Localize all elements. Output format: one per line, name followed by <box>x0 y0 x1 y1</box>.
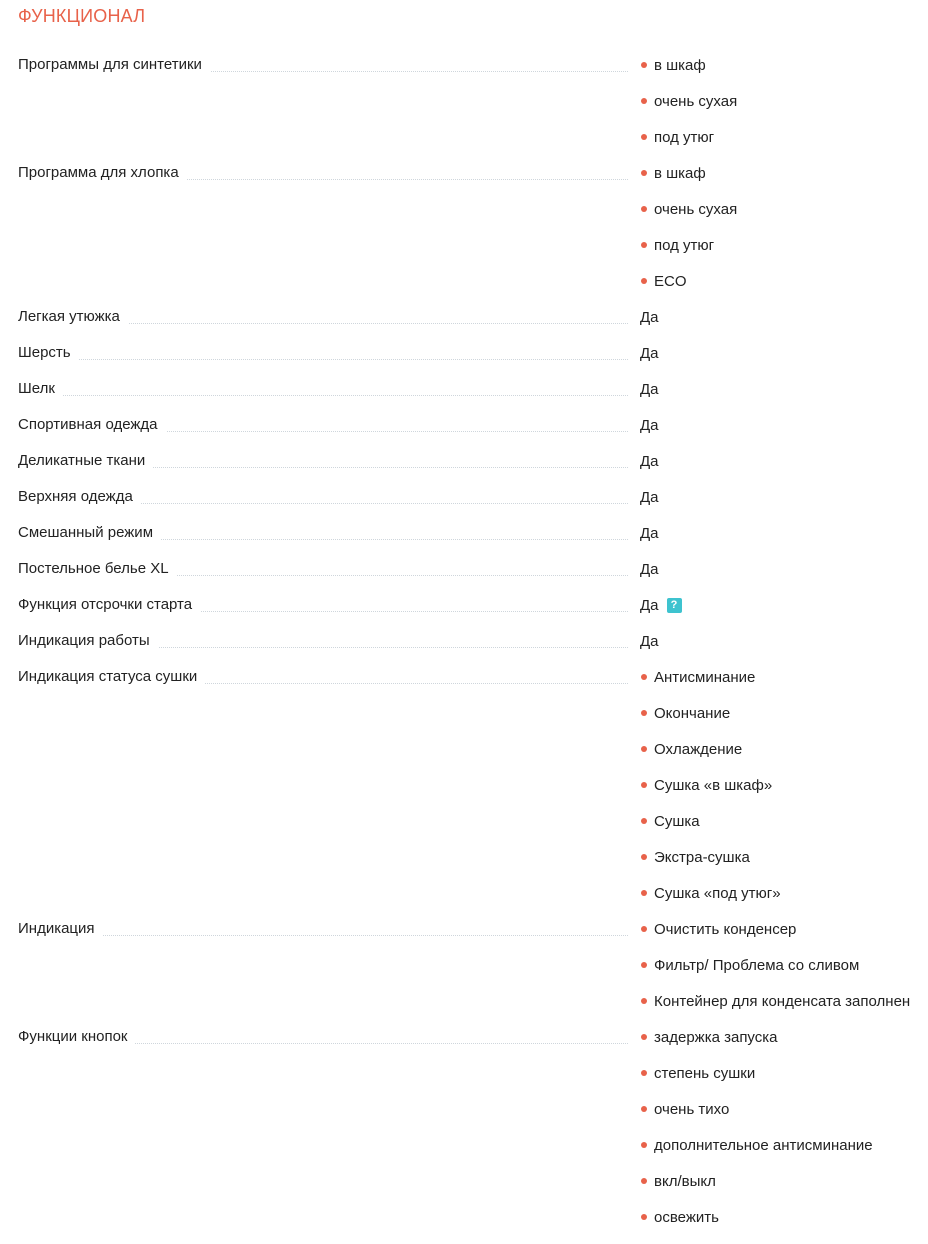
bullet-icon <box>641 710 647 716</box>
bullet-icon <box>641 62 647 68</box>
bullet-icon <box>641 1106 647 1112</box>
bullet-icon <box>641 854 647 860</box>
spec-value-list-item <box>640 659 928 695</box>
spec-value-text: Да <box>640 344 659 362</box>
spec-label: Деликатные ткани <box>18 443 153 479</box>
spec-row <box>0 479 928 515</box>
bullet-icon <box>641 962 647 968</box>
spec-value-list-item <box>640 1163 928 1199</box>
spec-values <box>640 623 928 659</box>
spec-label: Верхняя одежда <box>18 479 141 515</box>
dotted-leader <box>20 359 628 360</box>
spec-row <box>0 515 928 551</box>
spec-label: Спортивная одежда <box>18 407 166 443</box>
spec-values <box>640 47 928 155</box>
bullet-icon <box>641 674 647 680</box>
spec-row <box>0 443 928 479</box>
spec-values <box>640 587 928 623</box>
bullet-icon <box>641 134 647 140</box>
spec-value-list-item <box>640 911 928 947</box>
spec-value <box>640 443 928 479</box>
spec-label: Программа для хлопка <box>18 155 187 191</box>
spec-values <box>640 551 928 587</box>
spec-value-text: Да <box>640 596 659 614</box>
bullet-icon <box>641 278 647 284</box>
spec-value-list-item <box>640 1127 928 1163</box>
bullet-icon <box>641 746 647 752</box>
spec-value-text: Фильтр/ Проблема со сливом <box>654 956 860 974</box>
spec-value-text: Очистить конденсер <box>654 920 797 938</box>
spec-value <box>640 623 928 659</box>
spec-value-list-item <box>640 875 928 911</box>
spec-values <box>640 335 928 371</box>
spec-label-cell <box>0 443 640 479</box>
spec-label-cell <box>0 47 640 83</box>
spec-row <box>0 659 928 911</box>
bullet-icon <box>641 1178 647 1184</box>
spec-label-cell <box>0 299 640 335</box>
spec-row <box>0 407 928 443</box>
spec-value-text: в шкаф <box>654 164 706 182</box>
spec-value-list-item <box>640 119 928 155</box>
spec-label-cell <box>0 1019 640 1055</box>
spec-value-list-item <box>640 695 928 731</box>
spec-row <box>0 371 928 407</box>
help-question-icon[interactable]: ? <box>667 598 682 613</box>
spec-value-text: очень сухая <box>654 200 738 218</box>
spec-label: Программы для синтетики <box>18 47 210 83</box>
spec-value-text: задержка запуска <box>654 1028 778 1046</box>
spec-label: Функции кнопок <box>18 1019 135 1055</box>
spec-value-text: Да <box>640 560 659 578</box>
dotted-leader <box>20 395 628 396</box>
spec-row <box>0 623 928 659</box>
spec-value-list-item <box>640 839 928 875</box>
spec-value-list-item <box>640 155 928 191</box>
spec-value-list-item <box>640 803 928 839</box>
bullet-icon <box>641 206 647 212</box>
section-title: ФУНКЦИОНАЛ <box>18 6 146 26</box>
spec-value-text: Экстра-сушка <box>654 848 750 866</box>
spec-value-list-item <box>640 263 928 299</box>
bullet-icon <box>641 98 647 104</box>
spec-value-text: Контейнер для конденсата заполнен <box>654 992 911 1010</box>
spec-label: Индикация работы <box>18 623 158 659</box>
spec-row <box>0 335 928 371</box>
spec-value-list-item <box>640 1199 928 1235</box>
spec-value-text: Антисминание <box>654 668 756 686</box>
spec-value-list-item <box>640 1055 928 1091</box>
spec-values <box>640 1019 928 1235</box>
bullet-icon <box>641 1214 647 1220</box>
spec-value-text: ECO <box>654 272 687 290</box>
spec-value-text: освежить <box>654 1208 719 1226</box>
spec-label: Индикация <box>18 911 103 947</box>
spec-label-cell <box>0 911 640 947</box>
spec-value-list-item <box>640 1091 928 1127</box>
spec-label-cell <box>0 515 640 551</box>
spec-value-list-item <box>640 47 928 83</box>
spec-value-text: Окончание <box>654 704 731 722</box>
spec-label: Индикация статуса сушки <box>18 659 205 695</box>
spec-label: Постельное белье XL <box>18 551 177 587</box>
spec-value <box>640 371 928 407</box>
spec-label-cell <box>0 155 640 191</box>
spec-label-cell <box>0 335 640 371</box>
spec-value-text: под утюг <box>654 236 715 254</box>
spec-value-list-item <box>640 191 928 227</box>
spec-label-cell <box>0 407 640 443</box>
spec-label: Функция отсрочки старта <box>18 587 200 623</box>
spec-value-text: Да <box>640 524 659 542</box>
bullet-icon <box>641 1070 647 1076</box>
spec-value-list-item <box>640 731 928 767</box>
spec-values <box>640 479 928 515</box>
spec-label: Легкая утюжка <box>18 299 128 335</box>
spec-value-text: степень сушки <box>654 1064 756 1082</box>
spec-label: Шелк <box>18 371 63 407</box>
spec-values <box>640 443 928 479</box>
spec-value <box>640 299 928 335</box>
spec-label-cell <box>0 623 640 659</box>
spec-value-text: в шкаф <box>654 56 706 74</box>
spec-values <box>640 911 928 1019</box>
spec-value-text: дополнительное антисминание <box>654 1136 873 1154</box>
bullet-icon <box>641 1142 647 1148</box>
spec-label-cell <box>0 551 640 587</box>
spec-value-list-item <box>640 1019 928 1055</box>
spec-value-text: Да <box>640 416 659 434</box>
bullet-icon <box>641 818 647 824</box>
bullet-icon <box>641 998 647 1004</box>
spec-value-text: Сушка «под утюг» <box>654 884 781 902</box>
spec-value-text: вкл/выкл <box>654 1172 716 1190</box>
spec-label-cell <box>0 371 640 407</box>
spec-label-cell <box>0 587 640 623</box>
bullet-icon <box>641 1034 647 1040</box>
spec-value <box>640 515 928 551</box>
spec-value-list-item <box>640 227 928 263</box>
spec-row <box>0 299 928 335</box>
spec-value <box>640 407 928 443</box>
spec-value-text: Да <box>640 632 659 650</box>
spec-values <box>640 407 928 443</box>
spec-row <box>0 587 928 623</box>
spec-values <box>640 155 928 299</box>
spec-row <box>0 155 928 299</box>
spec-value-text: Да <box>640 308 659 326</box>
spec-value-text: очень тихо <box>654 1100 730 1118</box>
dotted-leader <box>20 935 628 936</box>
spec-value-list-item <box>640 983 928 1019</box>
bullet-icon <box>641 242 647 248</box>
spec-row <box>0 911 928 1019</box>
spec-value-text: Охлаждение <box>654 740 743 758</box>
spec-row <box>0 1019 928 1235</box>
bullet-icon <box>641 170 647 176</box>
spec-value <box>640 551 928 587</box>
spec-label: Шерсть <box>18 335 79 371</box>
spec-row <box>0 551 928 587</box>
spec-value-text: под утюг <box>654 128 715 146</box>
spec-value-text: Сушка «в шкаф» <box>654 776 773 794</box>
spec-values <box>640 371 928 407</box>
bullet-icon <box>641 782 647 788</box>
spec-value-list-item <box>640 83 928 119</box>
spec-values <box>640 515 928 551</box>
spec-value <box>640 479 928 515</box>
spec-value <box>640 335 928 371</box>
spec-value-text: очень сухая <box>654 92 738 110</box>
spec-value-text: Да <box>640 452 659 470</box>
spec-value-text: Да <box>640 380 659 398</box>
bullet-icon <box>641 890 647 896</box>
spec-label: Смешанный режим <box>18 515 161 551</box>
spec-values <box>640 299 928 335</box>
bullet-icon <box>641 926 647 932</box>
spec-value-list-item <box>640 767 928 803</box>
spec-row <box>0 47 928 155</box>
spec-value <box>640 587 928 623</box>
specs-list <box>0 47 928 1235</box>
spec-label-cell <box>0 659 640 695</box>
spec-values <box>640 659 928 911</box>
spec-value-text: Сушка <box>654 812 700 830</box>
spec-label-cell <box>0 479 640 515</box>
spec-value-list-item <box>640 947 928 983</box>
spec-value-text: Да <box>640 488 659 506</box>
